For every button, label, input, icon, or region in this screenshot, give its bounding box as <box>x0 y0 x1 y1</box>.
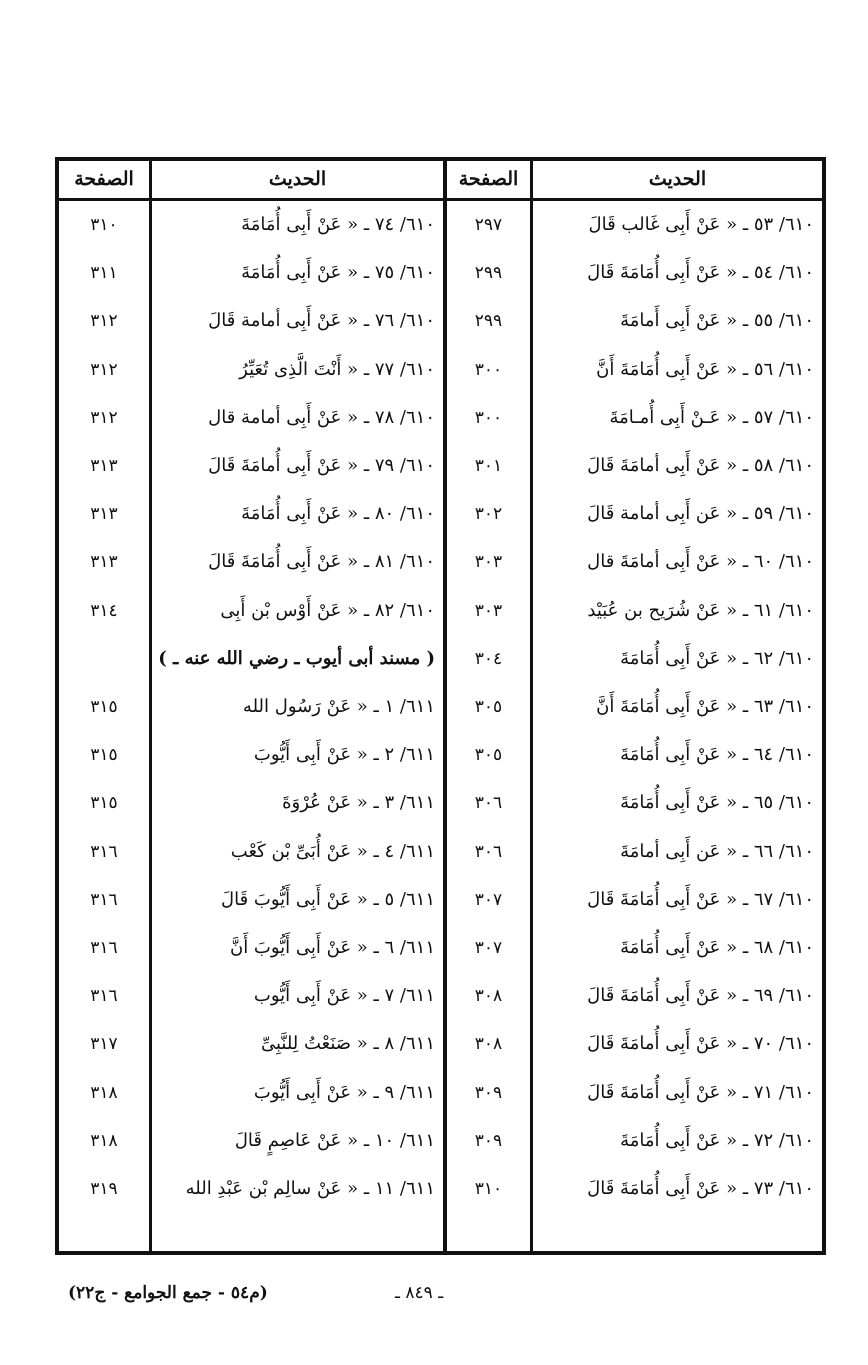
right-hadith-entry: ٦١٠/ ٦٩ ـ « عَنْ أَبِى أُمَامَةَ قَالَ <box>587 985 814 1007</box>
right-page-number: ٢٩٧ <box>474 215 503 235</box>
index-table <box>55 157 826 1255</box>
left-hadith-entry: ٦١٠/ ٧٦ ـ « عَنْ أَبِى أمامة قَالَ <box>208 310 435 332</box>
section-heading: ( مسند أبى أيوب ـ رضي الله عنه ـ ) <box>158 647 435 669</box>
right-page-number: ٣٠٩ <box>474 1130 503 1151</box>
table-row <box>59 683 822 731</box>
left-hadith-entry: ٦١١/ ٧ ـ « عَنْ أَبِى أَيُّوب <box>253 985 435 1007</box>
table-row <box>59 587 822 635</box>
right-hadith-entry: ٦١٠/ ٦٢ ـ « عَنْ أَبِى أُمَامَةَ <box>620 647 814 669</box>
left-hadith-entry: ٦١١/ ١٠ ـ « عَنْ عَاصِمٍ قَالَ <box>234 1129 435 1151</box>
header-right-hadith: الحديث <box>648 168 707 190</box>
left-page-number: ٣١٢ <box>90 407 118 428</box>
right-hadith-entry: ٦١٠/ ٦٨ ـ « عَنْ أَبِى أُمَامَةَ <box>620 937 814 958</box>
left-hadith-entry: ٦١٠/ ٨٢ ـ « عَنْ أَوْس بْن أَبِى <box>220 599 435 621</box>
left-hadith-entry: ٦١٠/ ٧٤ ـ « عَنْ أَبِى أُمَامَةَ <box>241 214 435 235</box>
table-row <box>59 731 822 779</box>
left-page-number: ٣١٨ <box>90 1130 118 1151</box>
right-page-number: ٣٠٦ <box>474 793 503 814</box>
left-hadith-entry: ٦١١/ ٩ ـ « عَنْ أَبِى أَيُّوبَ <box>253 1081 435 1103</box>
table-row <box>59 538 822 586</box>
right-hadith-entry: ٦١٠/ ٥٩ ـ « عَن أَبِى أمامة قَالَ <box>587 503 814 525</box>
right-hadith-entry: ٦١٠/ ٥٨ ـ « عَنْ أَبِى أمامَةَ قَالَ <box>587 455 814 476</box>
right-page-number: ٣٠٥ <box>474 697 503 717</box>
left-hadith-entry: ٦١١/ ٣ ـ « عَنْ عُرْوَةَ <box>282 792 435 814</box>
left-page-number: ٣١٢ <box>90 359 118 380</box>
left-hadith-entry: ٦١١/ ٥ ـ « عَنْ أَبِى أَيُّوبَ قَالَ <box>221 888 435 910</box>
left-page-number: ٣١٣ <box>90 504 118 525</box>
table-row <box>59 924 822 972</box>
left-page-number: ٣١٤ <box>90 600 118 621</box>
right-hadith-entry: ٦١٠/ ٧٢ ـ « عَنْ أَبِى أُمَامَةَ <box>620 1129 814 1151</box>
left-page-number: ٣١٣ <box>90 456 118 476</box>
right-page-number: ٣٠٨ <box>474 986 503 1007</box>
right-hadith-entry: ٦١٠/ ٧١ ـ « عَنْ أَبِى أُمَامَةَ قَالَ <box>587 1081 814 1103</box>
header-left-page: الصفحة <box>74 168 134 190</box>
right-hadith-entry: ٦١٠/ ٦٠ ـ « عَنْ أَبِى أمامَةَ قال <box>587 551 814 573</box>
table-row <box>59 442 822 490</box>
left-page-number: ٣١٥ <box>90 793 118 814</box>
left-page-number: ٣١٥ <box>90 697 118 717</box>
right-hadith-entry: ٦١٠/ ٥٦ ـ « عَنْ أَبِى أُمَامَةَ أَنَّ <box>596 358 814 380</box>
right-page-number: ٢٩٩ <box>474 311 503 332</box>
table-row <box>59 490 822 538</box>
right-page-number: ٢٩٩ <box>474 263 503 284</box>
right-page-number: ٣٠١ <box>474 456 503 476</box>
left-page-number: ٣١٨ <box>90 1082 118 1103</box>
table-row <box>59 297 822 345</box>
right-page-number: ٣٠٧ <box>474 889 503 910</box>
right-hadith-entry: ٦١٠/ ٦٦ ـ « عَن أَبِى أمامَةَ <box>620 840 814 862</box>
left-hadith-entry: ٦١١/ ١ ـ « عَنْ رَسُول الله <box>242 696 435 717</box>
right-page-number: ٣٠٩ <box>474 1082 503 1103</box>
left-hadith-entry: ٦١٠/ ٧٨ ـ « عَنْ أَبِى أمامة قال <box>208 406 435 428</box>
left-page-number: ٣١٥ <box>90 745 118 766</box>
left-page-number: ٣١٩ <box>90 1179 118 1199</box>
right-page-number: ٣٠٨ <box>474 1034 503 1055</box>
left-hadith-entry: ٦١١/ ٨ ـ « صَنَعْتُ لِلنَّبِىِّ <box>260 1033 435 1055</box>
right-page-number: ٣٠٣ <box>474 552 503 573</box>
right-hadith-entry: ٦١٠/ ٦٣ ـ « عَنْ أَبِى أُمَامَةَ أَنَّ <box>596 696 814 717</box>
left-hadith-entry: ٦١١/ ٤ ـ « عَنْ أُبَىِّ بْن كَعْب <box>230 840 435 862</box>
table-row <box>59 1020 822 1068</box>
left-hadith-entry: ٦١٠/ ٧٩ ـ « عَنْ أَبِى أُمامَةَ قَالَ <box>208 455 435 476</box>
right-page-number: ٣١٠ <box>474 1179 503 1199</box>
left-page-number: ٣١١ <box>90 263 118 284</box>
right-hadith-entry: ٦١٠/ ٦١ ـ « عَنْ شُرَيح بن عُبَيْد <box>587 599 814 621</box>
table-row <box>59 972 822 1020</box>
left-page-number: ٣١٧ <box>90 1034 118 1055</box>
table-row <box>59 394 822 442</box>
right-page-number: ٣٠٢ <box>474 504 503 525</box>
left-hadith-entry: ٦١٠/ ٧٥ ـ « عَنْ أَبِى أُمَامَةَ <box>241 262 435 284</box>
left-hadith-entry: ٦١٠/ ٨١ ـ « عَنْ أَبِى أُمَامَةَ قَالَ <box>208 551 435 573</box>
left-page-number: ٣١٦ <box>90 986 118 1007</box>
left-hadith-entry: ٦١٠/ ٨٠ ـ « عَنْ أَبِى أُمَامَةَ <box>241 503 435 525</box>
table-row <box>59 779 822 827</box>
right-hadith-entry: ٦١٠/ ٥٤ ـ « عَنْ أَبِى أُمَامَةَ قَالَ <box>587 262 814 284</box>
table-row <box>59 201 822 249</box>
page-number: ـ ٨٤٩ ـ <box>395 1283 444 1303</box>
left-hadith-entry: ٦١١/ ٦ ـ « عَنْ أَبِى أَيُّوبَ أَنَّ <box>229 937 435 958</box>
table-row <box>59 635 822 683</box>
left-page-number: ٣١٣ <box>90 552 118 573</box>
table-row <box>59 1165 822 1213</box>
volume-note: (م٥٤ - جمع الجوامع - ج٢٢) <box>68 1283 268 1303</box>
right-hadith-entry: ٦١٠/ ٥٧ ـ « عَـنْ أَبِى أُمـامَةَ <box>609 406 814 428</box>
right-page-number: ٣٠٦ <box>474 841 503 862</box>
left-page-number: ٣١٦ <box>90 938 118 958</box>
right-hadith-entry: ٦١٠/ ٦٤ ـ « عَنْ أَبِى أُمَامَةَ <box>620 744 814 766</box>
right-hadith-entry: ٦١٠/ ٦٥ ـ « عَنْ أَبِى أُمَامَةَ <box>620 792 814 814</box>
table-row <box>59 828 822 876</box>
table-row <box>59 1069 822 1117</box>
left-page-number: ٣١٠ <box>90 215 118 235</box>
right-hadith-entry: ٦١٠/ ٦٧ ـ « عَنْ أَبِى أُمَامَةَ قَالَ <box>587 888 814 910</box>
right-page-number: ٣٠٠ <box>474 407 503 428</box>
table-row <box>59 876 822 924</box>
right-page-number: ٣٠٣ <box>474 600 503 621</box>
right-page-number: ٣٠٤ <box>474 648 503 669</box>
left-page-number: ٣١٦ <box>90 889 118 910</box>
right-hadith-entry: ٦١٠/ ٥٥ ـ « عَنْ أَبِى أَمامَةَ <box>620 310 814 332</box>
table-row <box>59 346 822 394</box>
left-hadith-entry: ٦١١/ ٢ ـ « عَنْ أَبِى أَيُّوبَ <box>253 744 435 766</box>
header-left-hadith: الحديث <box>268 168 327 190</box>
right-hadith-entry: ٦١٠/ ٧٠ ـ « عَنْ أَبِى أُمامَةَ قَالَ <box>587 1033 814 1055</box>
left-page-number: ٣١٢ <box>90 311 118 332</box>
right-hadith-entry: ٦١٠/ ٥٣ ـ « عَنْ أَبِى غَالب قَالَ <box>588 214 814 235</box>
table-row <box>59 249 822 297</box>
right-hadith-entry: ٦١٠/ ٧٣ ـ « عَنْ أَبِى أُمَامَةَ قَالَ <box>587 1178 814 1199</box>
right-page-number: ٣٠٠ <box>474 359 503 380</box>
left-page-number <box>59 635 149 683</box>
right-page-number: ٣٠٧ <box>474 938 503 958</box>
left-hadith-entry: ٦١٠/ ٧٧ ـ « أَنْتَ الَّذِى تُعَيِّرُ <box>239 358 435 380</box>
left-page-number: ٣١٦ <box>90 841 118 862</box>
header-right-page: الصفحة <box>458 168 519 190</box>
right-page-number: ٣٠٥ <box>474 745 503 766</box>
left-hadith-entry: ٦١١/ ١١ ـ « عَنْ سالِم بْن عَبْدِ الله <box>185 1178 435 1199</box>
table-row <box>59 1117 822 1165</box>
